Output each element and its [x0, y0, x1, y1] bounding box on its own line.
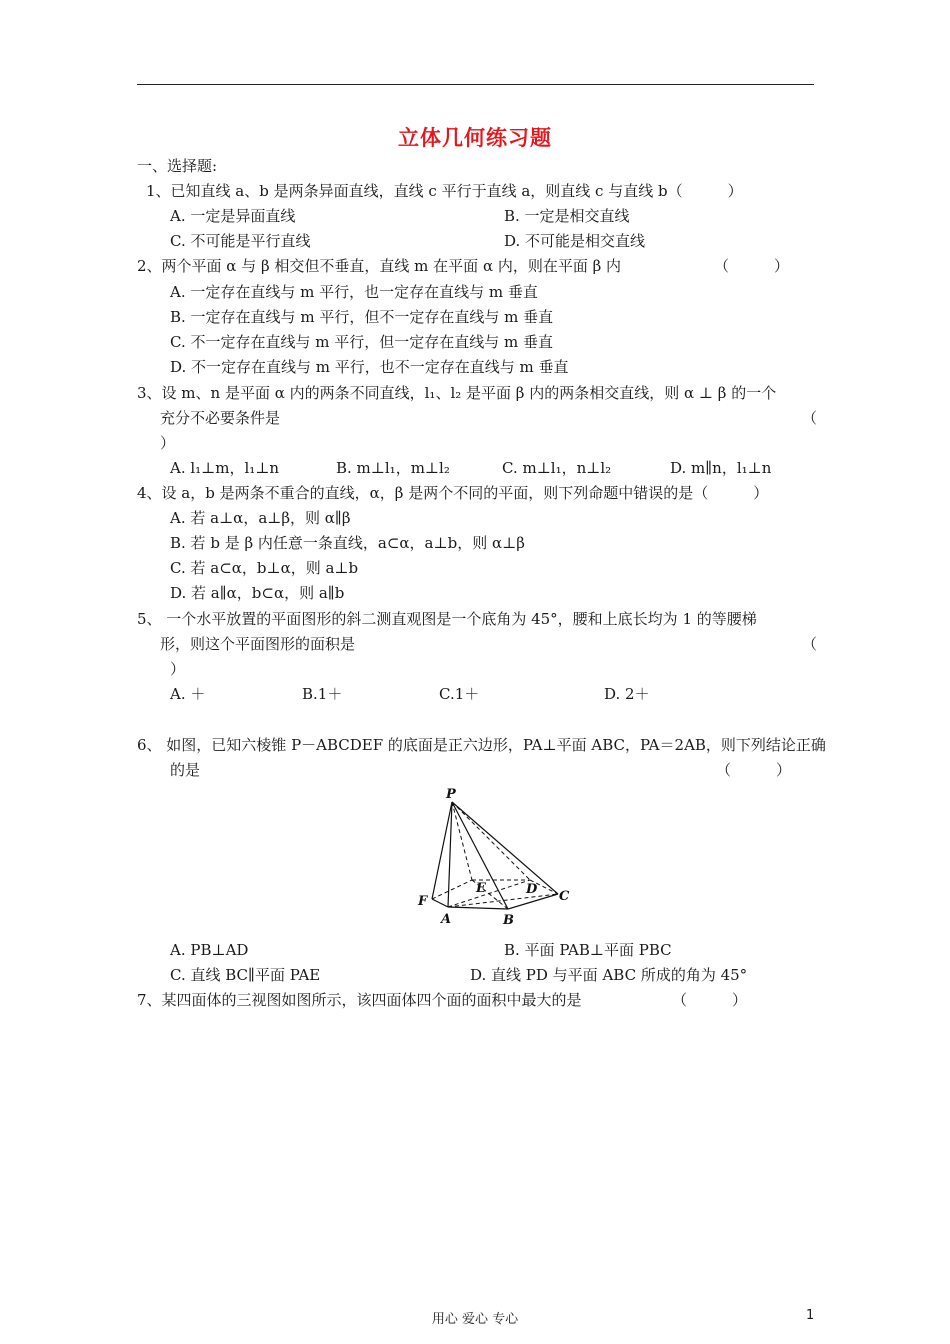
- q3-paren-close: ）: [160, 434, 176, 452]
- q1-option-c: C. 不可能是平行直线: [170, 232, 311, 250]
- edge-ab: [448, 907, 508, 909]
- q1-stem: 1、已知直线 a、b 是两条异面直线，直线 c 平行于直线 a，则直线 c 与直线 b（ ）: [146, 182, 743, 200]
- label-f: F: [418, 894, 428, 909]
- label-c: C: [559, 889, 570, 904]
- header-rule: [137, 84, 814, 85]
- q2-option-d: D. 不一定存在直线与 m 平行，也不一定存在直线与 m 垂直: [170, 358, 569, 376]
- page-number: 1: [806, 1308, 815, 1323]
- q1-option-d: D. 不可能是相交直线: [504, 232, 646, 250]
- edge-pe: [452, 802, 472, 880]
- q2-stem: 2、两个平面 α 与 β 相交但不垂直，直线 m 在平面 α 内，则在平面 β 内: [137, 257, 622, 275]
- q6-stem: 6、 如图，已知六棱锥 P－ABCDEF 的底面是正六边形，PA⊥平面 ABC，PA＝2AB，则下列结论正确: [137, 736, 826, 754]
- section-heading: 一、选择题:: [137, 157, 218, 175]
- q5-stem: 5、 一个水平放置的平面图形的斜二测直观图是一个底角为 45°，腰和上底长均为 1 的等腰梯: [137, 610, 757, 628]
- q3-stem-2: 充分不必要条件是: [160, 409, 281, 427]
- label-b: B: [503, 913, 514, 928]
- q3-paren-open: （: [802, 409, 818, 427]
- q5-option-b: B.1＋: [302, 685, 343, 703]
- label-p: P: [446, 787, 456, 802]
- q5-paren-open: （: [802, 635, 818, 653]
- q3-option-c: C. m⊥l₁，n⊥l₂: [502, 459, 612, 477]
- q3-stem: 3、设 m、n 是平面 α 内的两条不同直线，l₁、l₂ 是平面 β 内的两条相交直线，则 α ⊥ β 的一个: [137, 384, 777, 402]
- q7-stem: 7、某四面体的三视图如图所示，该四面体四个面的面积中最大的是: [137, 991, 582, 1009]
- q5-option-a: A. ＋: [170, 685, 206, 703]
- label-a: A: [441, 912, 452, 927]
- q4-option-b: B. 若 b 是 β 内任意一条直线，a⊂α，a⊥b，则 α⊥β: [170, 534, 525, 552]
- q5-stem-2: 形，则这个平面图形的面积是: [160, 635, 356, 653]
- q2-option-b: B. 一定存在直线与 m 平行，但不一定存在直线与 m 垂直: [170, 308, 554, 326]
- q2-option-c: C. 不一定存在直线与 m 平行，但一定存在直线与 m 垂直: [170, 333, 554, 351]
- edge-pc: [452, 802, 558, 894]
- footer-text: 用心 爱心 专心: [431, 1312, 519, 1327]
- q5-paren-close: ）: [170, 660, 186, 678]
- q6-option-c: C. 直线 BC∥平面 PAE: [170, 966, 321, 984]
- q5-option-c: C.1＋: [439, 685, 480, 703]
- q1-option-b: B. 一定是相交直线: [504, 207, 630, 225]
- q6-stem-2: 的是: [170, 761, 201, 779]
- q1-option-a: A. 一定是异面直线: [170, 207, 296, 225]
- q2-option-a: A. 一定存在直线与 m 平行，也一定存在直线与 m 垂直: [170, 283, 538, 301]
- page-title: 立体几何练习题: [398, 125, 552, 150]
- q6-option-b: B. 平面 PAB⊥平面 PBC: [504, 941, 672, 959]
- q4-option-d: D. 若 a∥α，b⊂α，则 a∥b: [170, 584, 345, 602]
- q3-option-a: A. l₁⊥m，l₁⊥n: [170, 459, 280, 477]
- q3-option-b: B. m⊥l₁，m⊥l₂: [336, 459, 450, 477]
- q3-option-d: D. m∥n，l₁⊥n: [670, 459, 772, 477]
- q4-stem: 4、设 a，b 是两条不重合的直线，α，β 是两个不同的平面，则下列命题中错误的是（ ）: [137, 484, 769, 502]
- q6-option-d: D. 直线 PD 与平面 ABC 所成的角为 45°: [470, 966, 748, 984]
- edge-fa: [432, 899, 448, 907]
- edge-fe: [432, 880, 472, 899]
- q7-paren: （ ）: [672, 991, 748, 1009]
- label-e: E: [476, 881, 486, 896]
- q6-paren: （ ）: [716, 761, 792, 779]
- edge-pd: [452, 802, 530, 880]
- hexagonal-pyramid-figure: [410, 784, 580, 929]
- q5-option-d: D. 2＋: [604, 685, 650, 703]
- q6-option-a: A. PB⊥AD: [170, 941, 249, 959]
- q2-paren: （ ）: [714, 257, 790, 275]
- q4-option-a: A. 若 a⊥α，a⊥β，则 α∥β: [170, 509, 351, 527]
- q4-option-c: C. 若 a⊂α，b⊥α，则 a⊥b: [170, 559, 359, 577]
- label-d: D: [526, 882, 538, 897]
